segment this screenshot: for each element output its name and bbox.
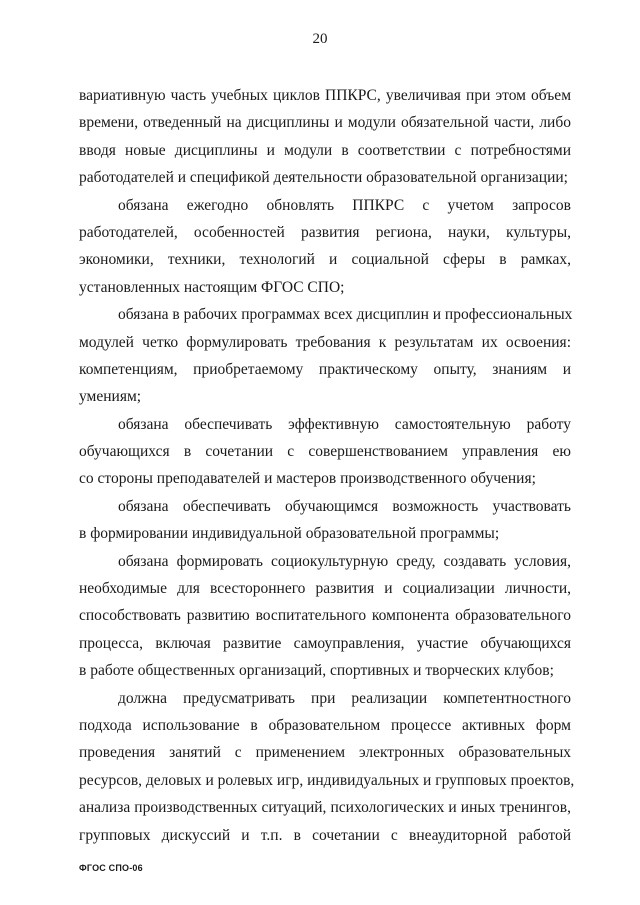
text-line: обязана обеспечивать обучающимся возможность участвовать <box>118 497 571 515</box>
text-line: установленных настоящим ФГОС СПО; <box>79 278 345 296</box>
text-line: умениям; <box>79 388 142 406</box>
text-line: со стороны преподавателей и мастеров производственного обучения; <box>79 470 536 488</box>
text-line: необходимые для всестороннего развития и социализации личности, <box>79 580 571 598</box>
text-line: обязана обеспечивать эффективную самостоятельную работу <box>118 415 571 433</box>
text-line: модулей четко формулировать требования к результатам их освоения: <box>79 333 571 351</box>
text-line: времени, отведенный на дисциплины и модули обязательной части, либо <box>79 114 571 132</box>
text-line: групповых дискуссий и т.п. в сочетании с внеаудиторной работой <box>79 826 571 844</box>
text-line: вариативную часть учебных циклов ППКРС, увеличивая при этом объем <box>79 87 571 104</box>
text-line: работодателей и спецификой деятельности образовательной организации; <box>79 169 568 187</box>
text-line: подхода использование в образовательном процессе активных форм <box>79 716 571 734</box>
text-line: обязана в рабочих программах всех дисциплин и профессиональных <box>118 306 573 324</box>
text-line: в работе общественных организаций, спортивных и творческих клубов; <box>79 662 554 680</box>
text-line: компетенциям, приобретаемому практическому опыту, знаниям и <box>79 360 571 378</box>
text-line: обучающихся в сочетании с совершенствованием управления ею <box>79 443 571 461</box>
text-line: ресурсов, деловых и ролевых игр, индивидуальных и групповых проектов, <box>79 771 575 789</box>
text-line: экономики, техники, технологий и социальной сферы в рамках, <box>79 251 571 269</box>
text-line: проведения занятий с применением электронных образовательных <box>79 744 571 762</box>
page-number: 20 <box>312 31 328 47</box>
document-body <box>79 82 575 849</box>
text-line: обязана ежегодно обновлять ППКРС с учетом запросов <box>118 196 571 214</box>
text-line: процесса, включая развитие самоуправления, участие обучающихся <box>79 634 571 652</box>
text-line: работодателей, особенностей развития региона, науки, культуры, <box>79 223 571 241</box>
text-line: обязана формировать социокультурную среду, создавать условия, <box>118 552 571 570</box>
text-line: вводя новые дисциплины и модули в соответствии с потребностями <box>79 141 571 159</box>
text-line: должна предусматривать при реализации компетентностного <box>118 689 571 707</box>
footer-code: ФГОС СПО-06 <box>79 863 143 873</box>
text-line: способствовать развитию воспитательного компонента образовательного <box>79 607 571 625</box>
text-line: анализа производственных ситуаций, психологических и иных тренингов, <box>79 799 571 817</box>
text-line: в формировании индивидуальной образовательной программы; <box>79 525 500 543</box>
